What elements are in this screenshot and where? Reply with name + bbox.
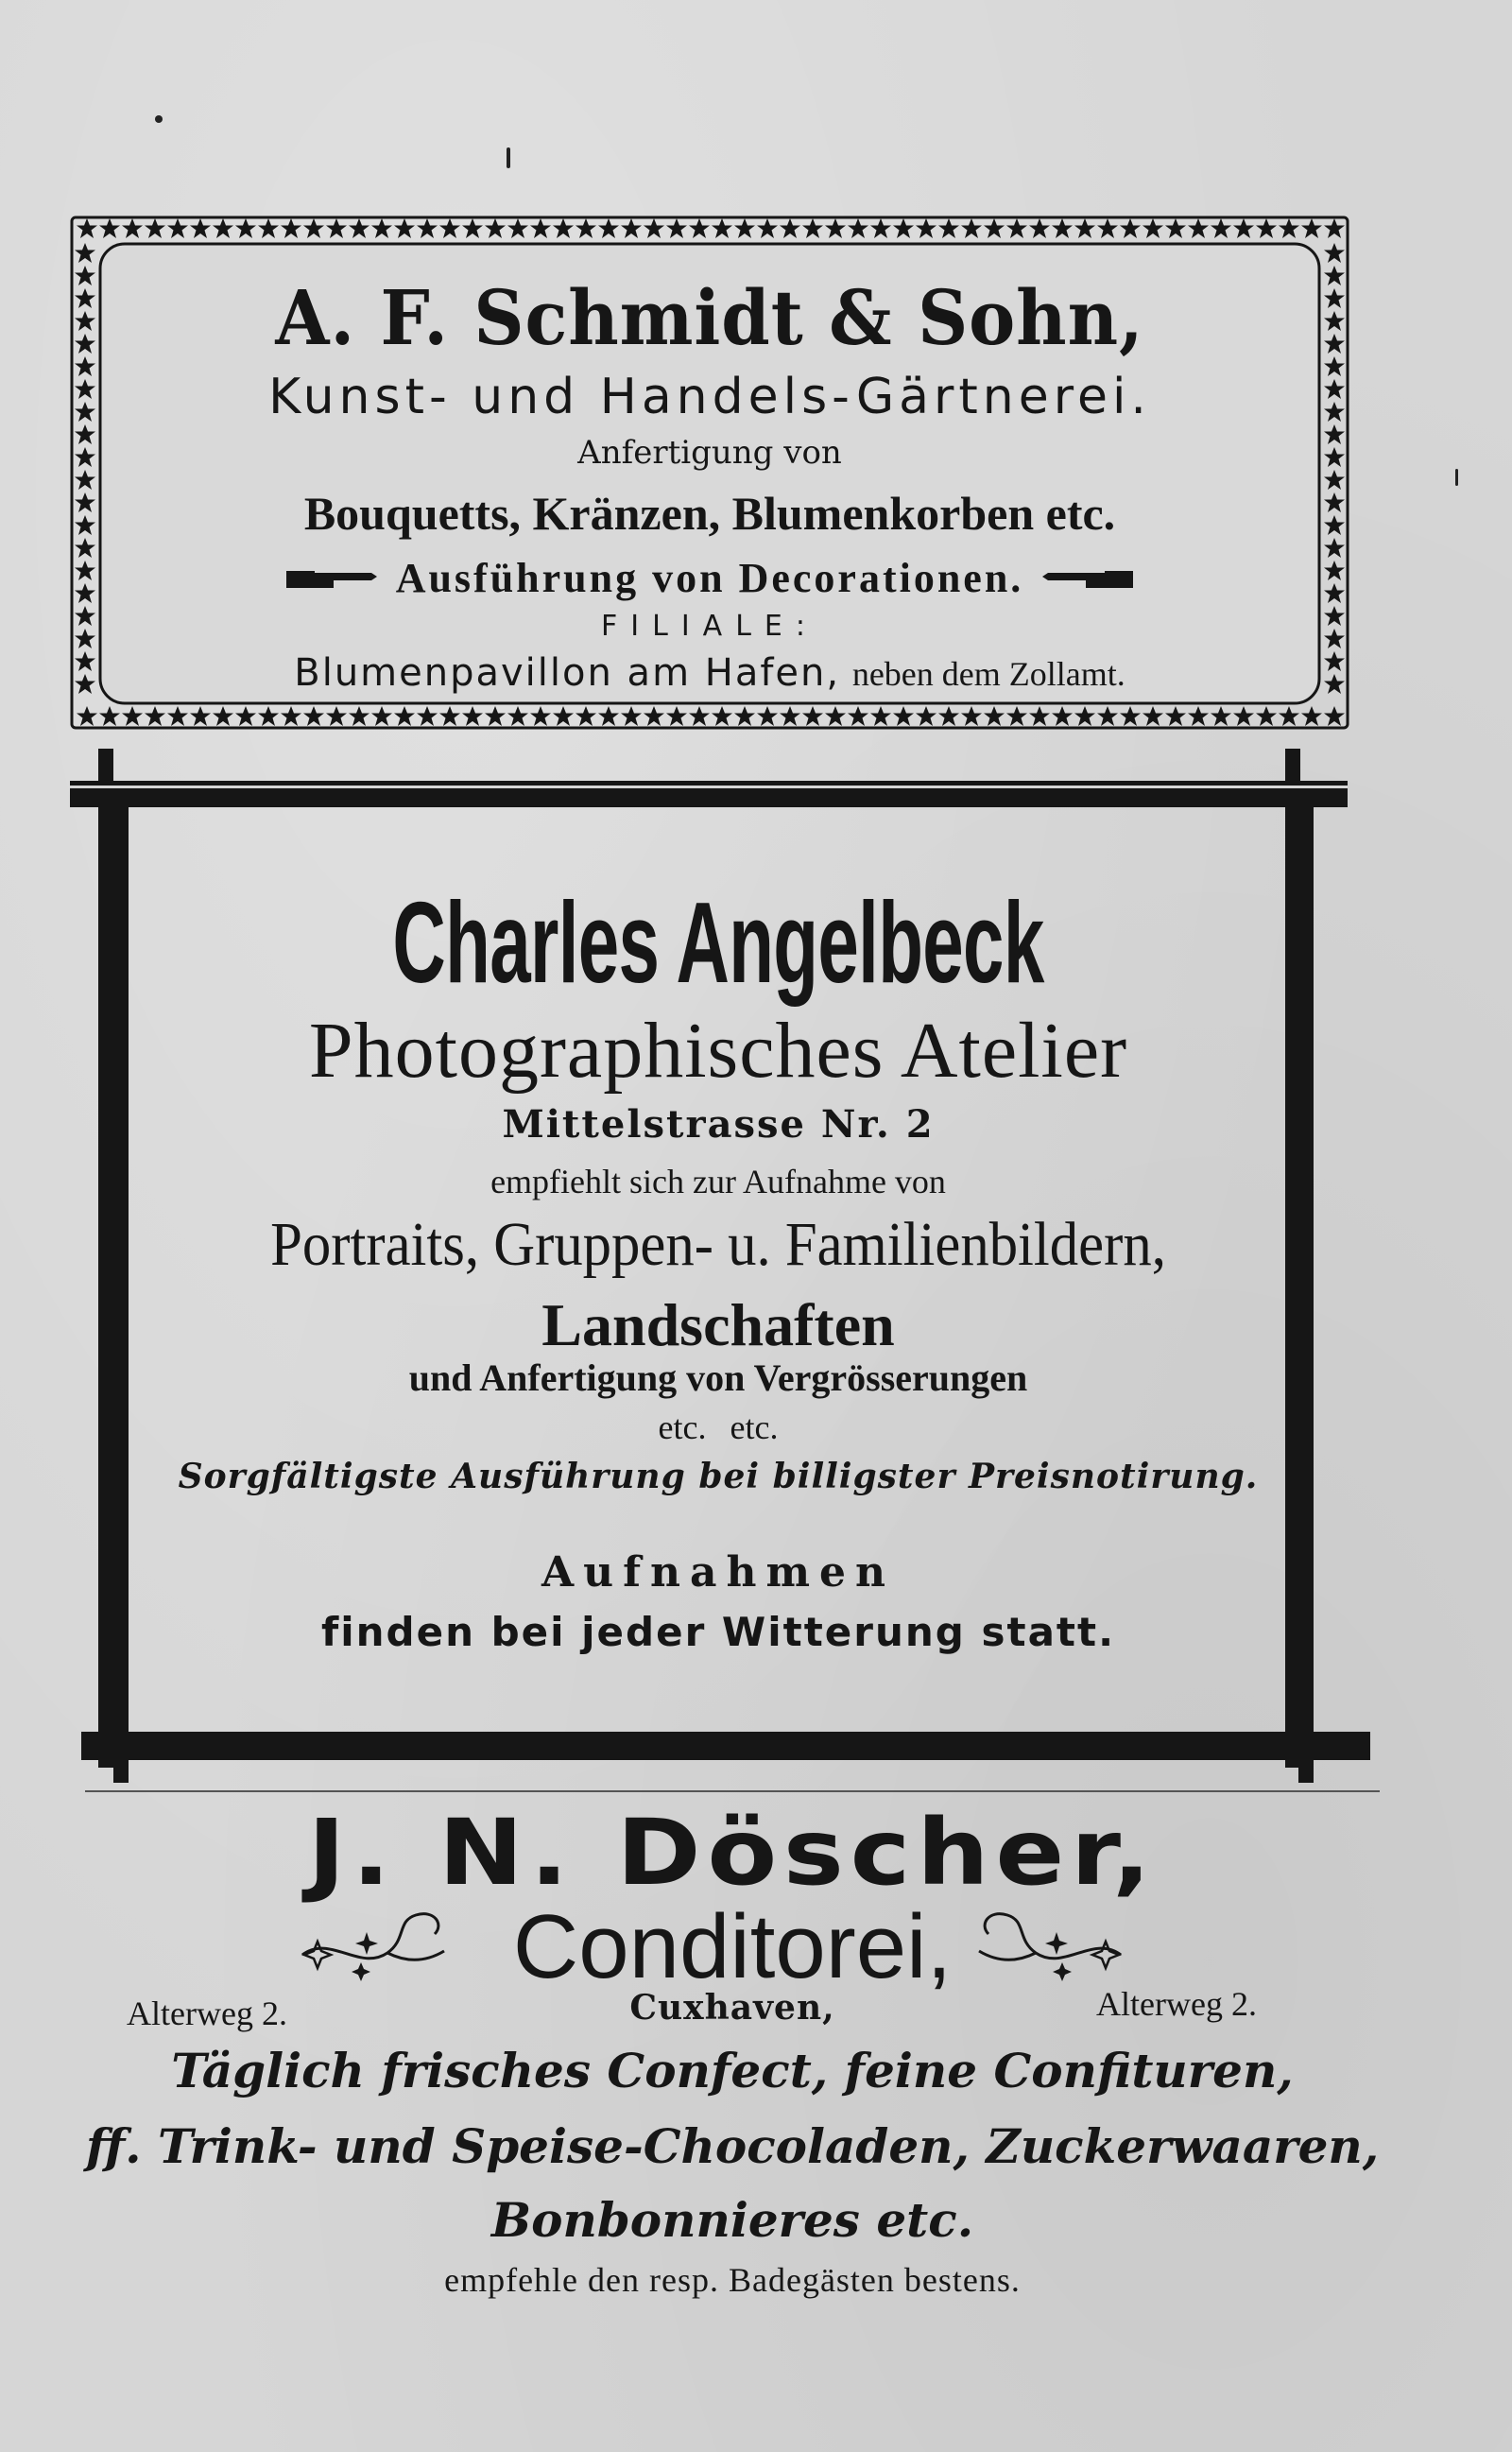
border-star: [75, 424, 95, 444]
ad-schmidt: [68, 210, 1351, 735]
border-star: [258, 706, 279, 726]
border-star: [1188, 218, 1209, 238]
speck: [1455, 469, 1458, 486]
branch-address-note: neben dem Zollamt.: [851, 655, 1125, 693]
border-star: [167, 218, 188, 238]
recommendation-line: empfehle den resp. Badegästen bestens.: [444, 2261, 1021, 2299]
border-star: [371, 706, 392, 726]
border-star: [1324, 218, 1345, 238]
border-star: [99, 218, 120, 238]
town-name: Cuxhaven,: [629, 1988, 835, 2028]
border-star: [734, 706, 755, 726]
border-star: [757, 218, 778, 238]
border-star: [1120, 218, 1141, 238]
border-star: [485, 706, 506, 726]
border-star: [1188, 706, 1209, 726]
border-star: [530, 706, 551, 726]
border-star: [394, 218, 415, 238]
border-star: [1324, 379, 1345, 399]
border-star: [145, 218, 165, 238]
border-star: [1097, 706, 1118, 726]
border-star: [371, 218, 392, 238]
border-star: [961, 706, 982, 726]
border-star: [213, 706, 233, 726]
border-star: [1233, 218, 1254, 238]
products-line-2: ff. Trink- und Speise-Chocoladen, Zuckerwaaren,: [85, 2118, 1380, 2174]
quality-statement: Sorgfältigste Ausführung bei billigster Preisnotirung.: [178, 1457, 1259, 1496]
services-intro: empfiehlt sich zur Aufnahme von: [490, 1163, 946, 1200]
border-star: [1165, 218, 1186, 238]
border-star: [530, 218, 551, 238]
border-star: [1097, 218, 1118, 238]
border-star: [734, 218, 755, 238]
speck: [507, 147, 510, 168]
border-star: [848, 218, 868, 238]
border-star: [213, 218, 233, 238]
border-star: [598, 706, 619, 726]
border-star: [1256, 706, 1277, 726]
border-star: [326, 706, 347, 726]
border-star: [167, 706, 188, 726]
ad-angelbeck: [66, 743, 1370, 1783]
border-star: [893, 706, 914, 726]
border-star: [1301, 218, 1322, 238]
border-star: [576, 218, 596, 238]
border-star: [1233, 706, 1254, 726]
border-star: [439, 706, 460, 726]
border-star: [417, 218, 438, 238]
border-star: [802, 218, 823, 238]
branch-address: [100, 651, 1319, 695]
border-star: [1324, 515, 1345, 535]
border-star: [780, 218, 800, 238]
border-star: [77, 706, 97, 726]
border-star: [235, 218, 256, 238]
border-star: [75, 288, 95, 308]
pointing-hand-icon: [1040, 561, 1135, 603]
border-star: [75, 629, 95, 648]
border-star: [984, 706, 1005, 726]
border-star: [1324, 629, 1345, 648]
sessions-heading: Aufnahmen: [541, 1548, 896, 1597]
border-star: [303, 706, 324, 726]
border-star: [75, 561, 95, 580]
border-star: [349, 706, 369, 726]
services-landscapes: Landschaften: [541, 1291, 895, 1358]
border-star: [1324, 561, 1345, 580]
border-star: [326, 218, 347, 238]
border-star: [75, 447, 95, 467]
border-star: [1120, 706, 1141, 726]
border-star: [75, 311, 95, 331]
border-star: [712, 706, 732, 726]
border-star: [349, 218, 369, 238]
border-star: [870, 218, 891, 238]
border-star: [75, 651, 95, 671]
border-star: [75, 515, 95, 535]
services-enlargements: und Anfertigung von Vergrösserungen: [408, 1356, 1028, 1399]
border-star: [1052, 218, 1073, 238]
border-star: [621, 706, 642, 726]
border-star: [281, 218, 301, 238]
border-star: [75, 583, 95, 603]
border-star: [689, 706, 710, 726]
border-star: [190, 218, 211, 238]
business-type: Conditorei,: [512, 1896, 953, 1997]
border-star: [644, 706, 664, 726]
products-line-1: Täglich frisches Confect, feine Confituren,: [171, 2043, 1294, 2098]
border-star: [1324, 470, 1345, 490]
border-star: [1074, 218, 1095, 238]
border-star: [75, 492, 95, 512]
border-star: [75, 606, 95, 626]
border-star: [507, 706, 528, 726]
border-star: [235, 706, 256, 726]
border-star: [303, 218, 324, 238]
border-star: [75, 334, 95, 354]
services-portraits: Portraits, Gruppen- u. Familienbildern,: [270, 1210, 1166, 1279]
border-star: [553, 706, 574, 726]
business-type: Kunst- und Handels-Gärtnerei.: [268, 369, 1151, 425]
border-star: [394, 706, 415, 726]
border-star: [1256, 218, 1277, 238]
border-star: [1211, 218, 1231, 238]
border-star: [689, 218, 710, 238]
border-star: [485, 218, 506, 238]
border-star: [1029, 218, 1050, 238]
decoration-line: [100, 555, 1319, 603]
border-star: [621, 218, 642, 238]
services-list: Bouquetts, Kränzen, Blumenkorben etc.: [303, 487, 1116, 540]
border-star: [75, 379, 95, 399]
branch-address-main: Blumenpavillon am Hafen,: [294, 651, 841, 695]
border-star: [1324, 674, 1345, 694]
services-etc: etc. etc.: [658, 1408, 779, 1446]
border-star: [712, 218, 732, 238]
border-star: [1324, 334, 1345, 354]
border-star: [1143, 218, 1163, 238]
border-star: [1301, 706, 1322, 726]
border-star: [75, 402, 95, 422]
sessions-note: finden bei jeder Witterung statt.: [320, 1609, 1116, 1655]
speck: [155, 115, 163, 123]
border-star: [1324, 492, 1345, 512]
border-star: [1324, 402, 1345, 422]
border-star: [1006, 706, 1027, 726]
border-star: [281, 706, 301, 726]
border-star: [1165, 706, 1186, 726]
address-right: Alterweg 2.: [1096, 1985, 1257, 2023]
border-star: [1324, 583, 1345, 603]
border-star: [1324, 266, 1345, 285]
border-star: [1211, 706, 1231, 726]
border-star: [417, 706, 438, 726]
products-line-3: Bonbonnieres etc.: [490, 2192, 974, 2248]
border-star: [1052, 706, 1073, 726]
border-star: [258, 218, 279, 238]
border-star: [462, 706, 483, 726]
border-star: [1324, 356, 1345, 376]
border-star: [780, 706, 800, 726]
border-star: [553, 218, 574, 238]
border-star: [870, 706, 891, 726]
border-star: [75, 538, 95, 558]
photographer-name: Charles Angelbeck: [392, 878, 1044, 1007]
border-star: [77, 218, 97, 238]
address-left: Alterweg 2.: [127, 1994, 287, 2032]
ad-doescher: [76, 1790, 1389, 2320]
border-star: [576, 706, 596, 726]
border-star: [75, 470, 95, 490]
border-star: [848, 706, 868, 726]
border-star: [145, 706, 165, 726]
border-star: [190, 706, 211, 726]
border-star: [984, 218, 1005, 238]
border-star: [1074, 706, 1095, 726]
border-star: [1324, 311, 1345, 331]
border-star: [666, 218, 687, 238]
border-star: [1324, 538, 1345, 558]
border-star: [802, 706, 823, 726]
border-star: [99, 706, 120, 726]
border-star: [1324, 243, 1345, 263]
decoration-text: Ausführung von Decorationen.: [395, 555, 1024, 601]
border-star: [122, 218, 143, 238]
border-star: [938, 706, 959, 726]
border-star: [1324, 288, 1345, 308]
border-star: [893, 218, 914, 238]
border-star: [938, 218, 959, 238]
border-star: [462, 218, 483, 238]
border-star: [916, 218, 936, 238]
pointing-hand-icon: [284, 561, 379, 603]
border-star: [75, 356, 95, 376]
border-star: [825, 706, 846, 726]
border-star: [916, 706, 936, 726]
border-star: [1324, 447, 1345, 467]
services-intro: Anfertigung von: [577, 434, 842, 472]
border-star: [507, 218, 528, 238]
border-star: [757, 706, 778, 726]
border-star: [1324, 424, 1345, 444]
border-star: [1324, 651, 1345, 671]
border-star: [1279, 706, 1299, 726]
street-address: Mittelstrasse Nr. 2: [502, 1102, 935, 1147]
border-star: [644, 218, 664, 238]
branch-label: FILIALE:: [601, 610, 818, 643]
border-star: [1143, 706, 1163, 726]
border-star: [825, 218, 846, 238]
confectioner-name: J. N. Döscher,: [307, 1800, 1158, 1906]
border-star: [439, 218, 460, 238]
border-star: [961, 218, 982, 238]
border-star: [1029, 706, 1050, 726]
border-star: [666, 706, 687, 726]
border-star: [1324, 706, 1345, 726]
divider-rule: [85, 1790, 1380, 1792]
border-star: [75, 243, 95, 263]
border-star: [1279, 218, 1299, 238]
border-star: [1324, 606, 1345, 626]
border-star: [122, 706, 143, 726]
business-type: Photographisches Atelier: [308, 1007, 1128, 1095]
border-star: [1006, 218, 1027, 238]
border-star: [75, 674, 95, 694]
company-title: A. F. Schmidt & Sohn,: [275, 273, 1144, 362]
border-star: [75, 266, 95, 285]
border-star: [598, 218, 619, 238]
